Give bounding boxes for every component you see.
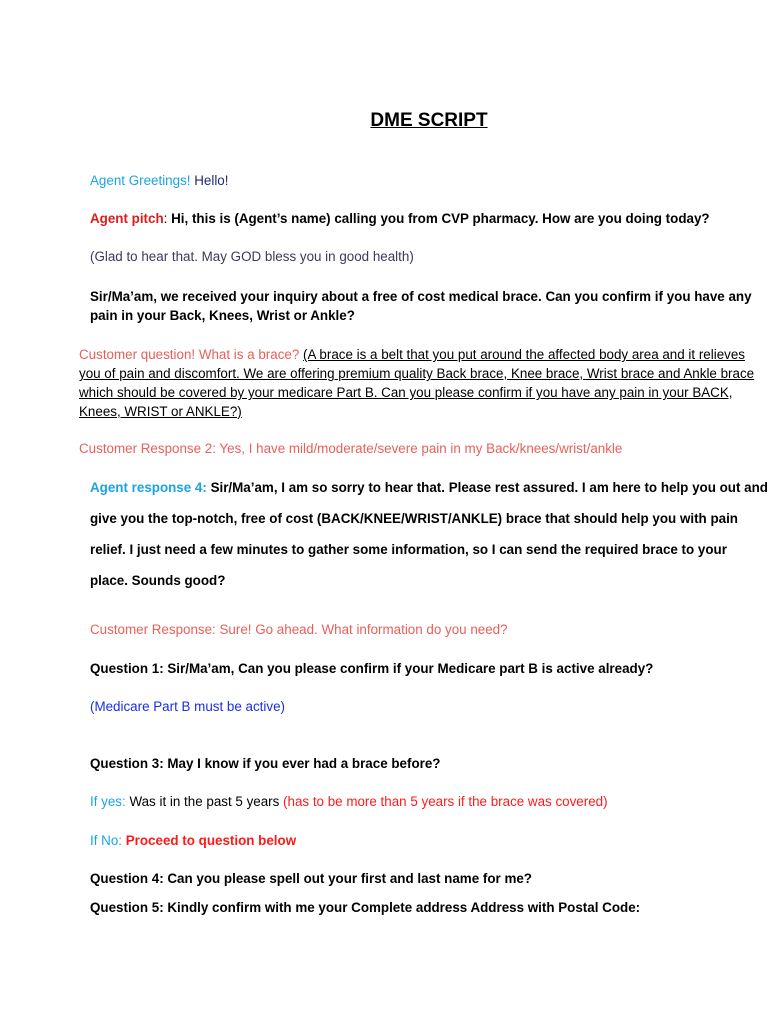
customer-response-2: Customer Response 2: Yes, I have mild/moderate/severe pain in my Back/knees/wrist/ankle <box>79 441 623 456</box>
customer-question-label: Customer question! What is a brace? <box>79 347 300 362</box>
agent-pitch-line <box>90 210 710 228</box>
question-3: Question 3: May I know if you ever had a brace before? <box>90 756 441 771</box>
agent-pitch-text: Hi, this is (Agent’s name) calling you from CVP pharmacy. How are you doing today? <box>171 211 710 226</box>
document-title: DME SCRIPT <box>370 110 488 131</box>
if-no-line <box>90 832 296 850</box>
customer-response-sure: Customer Response: Sure! Go ahead. What information do you need? <box>90 622 508 637</box>
medicare-note: (Medicare Part B must be active) <box>90 699 285 714</box>
if-no-text: Proceed to question below <box>125 833 297 848</box>
question-4: Question 4: Can you please spell out your first and last name for me? <box>90 871 532 886</box>
question-5: Question 5: Kindly confirm with me your Complete address Address with Postal Code: <box>90 900 641 915</box>
agent-greeting-text: Hello! <box>194 173 229 188</box>
if-yes-note: (has to be more than 5 years if the brace was covered) <box>283 794 608 809</box>
agent-greeting-line <box>90 172 228 190</box>
brace-explanation: (A brace is a belt that you put around the affected body area and it relieves you of pain and discomfort. We are offering premium quality Back brace, Knee brace, Wrist brace and Ankle brace which should be covered by your medicare Part B. Can you please confirm if you have any pain in your BACK, Knees, WRIST or ANKLE?) <box>79 347 755 419</box>
inquiry-paragraph: Sir/Ma’am, we received your inquiry about a free of cost medical brace. Can you confirm if you have any pain in your Back, Knees, Wrist or Ankle? <box>90 289 752 323</box>
agent-pitch-label: Agent pitch <box>90 211 164 226</box>
agent-response-4-text: Sir/Ma’am, I am so sorry to hear that. Please rest assured. I am here to help you out and give you the top-notch, free of cost (BACK/KNEE/WRIST/ANKLE) brace that should help you with pain relief. I just need a few minutes to gather some information, so I can send the required brace to your place. Sounds good? <box>90 480 768 588</box>
if-yes-label: If yes: <box>90 794 126 809</box>
agent-pitch-colon: : <box>163 211 168 226</box>
question-1: Question 1: Sir/Ma’am, Can you please confirm if your Medicare part B is active already? <box>90 661 654 676</box>
if-no-label: If No: <box>90 833 122 848</box>
if-yes-text: Was it in the past 5 years <box>129 794 280 809</box>
if-yes-line <box>90 793 608 811</box>
agent-response-4-paragraph <box>90 472 768 596</box>
customer-question-paragraph <box>79 345 768 421</box>
glad-line: (Glad to hear that. May GOD bless you in good health) <box>90 249 414 264</box>
agent-response-4-label: Agent response 4: <box>90 480 207 495</box>
agent-greeting-label: Agent Greetings! <box>90 173 191 188</box>
